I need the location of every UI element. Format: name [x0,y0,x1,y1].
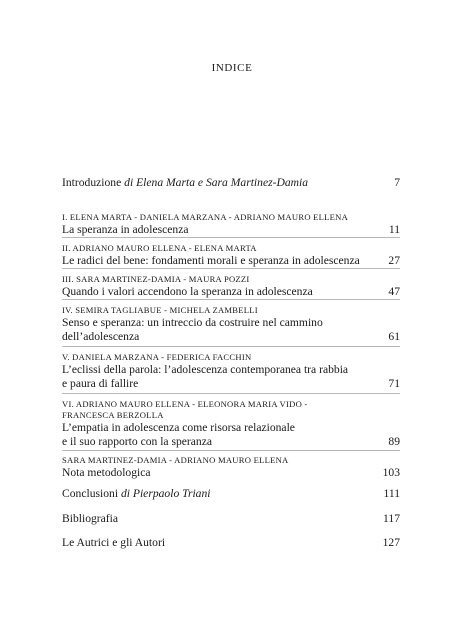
toc-entry-chapter-4[interactable] [62,305,400,344]
chapter-authors: I. ELENA MARTA - DANIELA MARZANA - ADRIANO MAURO ELLENA [62,212,349,222]
chapter-title-line: e paura di fallire [62,377,139,390]
toc-entry-methodological-note[interactable] [62,455,400,480]
divider [62,299,400,300]
page-number: 47 [388,285,400,298]
chapter-title: Le radici del bene: fondamenti morali e speranza in adolescenza [62,254,360,267]
entry-authors: di Pierpaolo Triani [120,487,211,500]
page-number: 111 [383,487,400,500]
toc-entry-chapter-5[interactable] [62,352,400,391]
chapter-title-line: e il suo rapporto con la speranza [62,435,213,448]
toc-entry-conclusions[interactable] [62,487,400,501]
page-number: 117 [383,512,400,525]
chapter-title-line: L’eclissi della parola: l’adolescenza contemporanea tra rabbia [62,363,349,376]
entry-label: Le Autrici e gli Autori [62,536,166,549]
page-number: 11 [388,223,400,236]
toc-entry-chapter-1[interactable] [62,212,400,237]
toc-entry-bibliography[interactable] [62,512,400,526]
page-title: INDICE [211,62,253,74]
toc-entry-authors[interactable] [62,536,400,550]
chapter-authors: SARA MARTINEZ-DAMIA - ADRIANO MAURO ELLENA [62,455,289,465]
page-number: 89 [388,435,400,448]
chapter-title-line: Senso e speranza: un intreccio da costruire nel cammino [62,316,323,329]
page-number: 7 [394,176,400,189]
divider [62,268,400,269]
chapter-authors: IV. SEMIRA TAGLIABUE - MICHELA ZAMBELLI [62,305,258,315]
chapter-authors: III. SARA MARTINEZ-DAMIA - MAURA POZZI [62,274,250,284]
toc-entry-introduction[interactable] [62,176,400,190]
divider [62,237,400,238]
toc-entry-chapter-6[interactable] [62,399,400,449]
chapter-title-line: dell’adolescenza [62,330,140,343]
chapter-title: Quando i valori accendono la speranza in adolescenza [62,285,313,298]
chapter-title: Nota metodologica [62,466,151,479]
chapter-title: La speranza in adolescenza [62,223,189,236]
divider [62,393,400,394]
entry-label: Introduzione [62,176,122,189]
divider [62,346,400,347]
chapter-authors-line: FRANCESCA BERZOLLA [62,410,164,420]
entry-label: Conclusioni [62,487,119,500]
entry-label: Bibliografia [62,512,119,525]
toc-entry-chapter-3[interactable] [62,274,400,299]
page-number: 61 [388,330,400,343]
page-number: 27 [388,254,400,267]
page-number: 71 [388,377,400,390]
chapter-authors: V. DANIELA MARZANA - FEDERICA FACCHIN [62,352,252,362]
chapter-authors-line: VI. ADRIANO MAURO ELLENA - ELEONORA MARIA VIDO - [62,399,308,409]
entry-authors: di Elena Marta e Sara Martinez-Damia [124,176,309,189]
divider [62,450,400,451]
chapter-title-line: L’empatia in adolescenza come risorsa relazionale [62,421,295,434]
page-number: 127 [382,536,400,549]
page-number: 103 [382,466,400,479]
toc-entry-chapter-2[interactable] [62,243,400,268]
chapter-authors: II. ADRIANO MAURO ELLENA - ELENA MARTA [62,243,257,253]
